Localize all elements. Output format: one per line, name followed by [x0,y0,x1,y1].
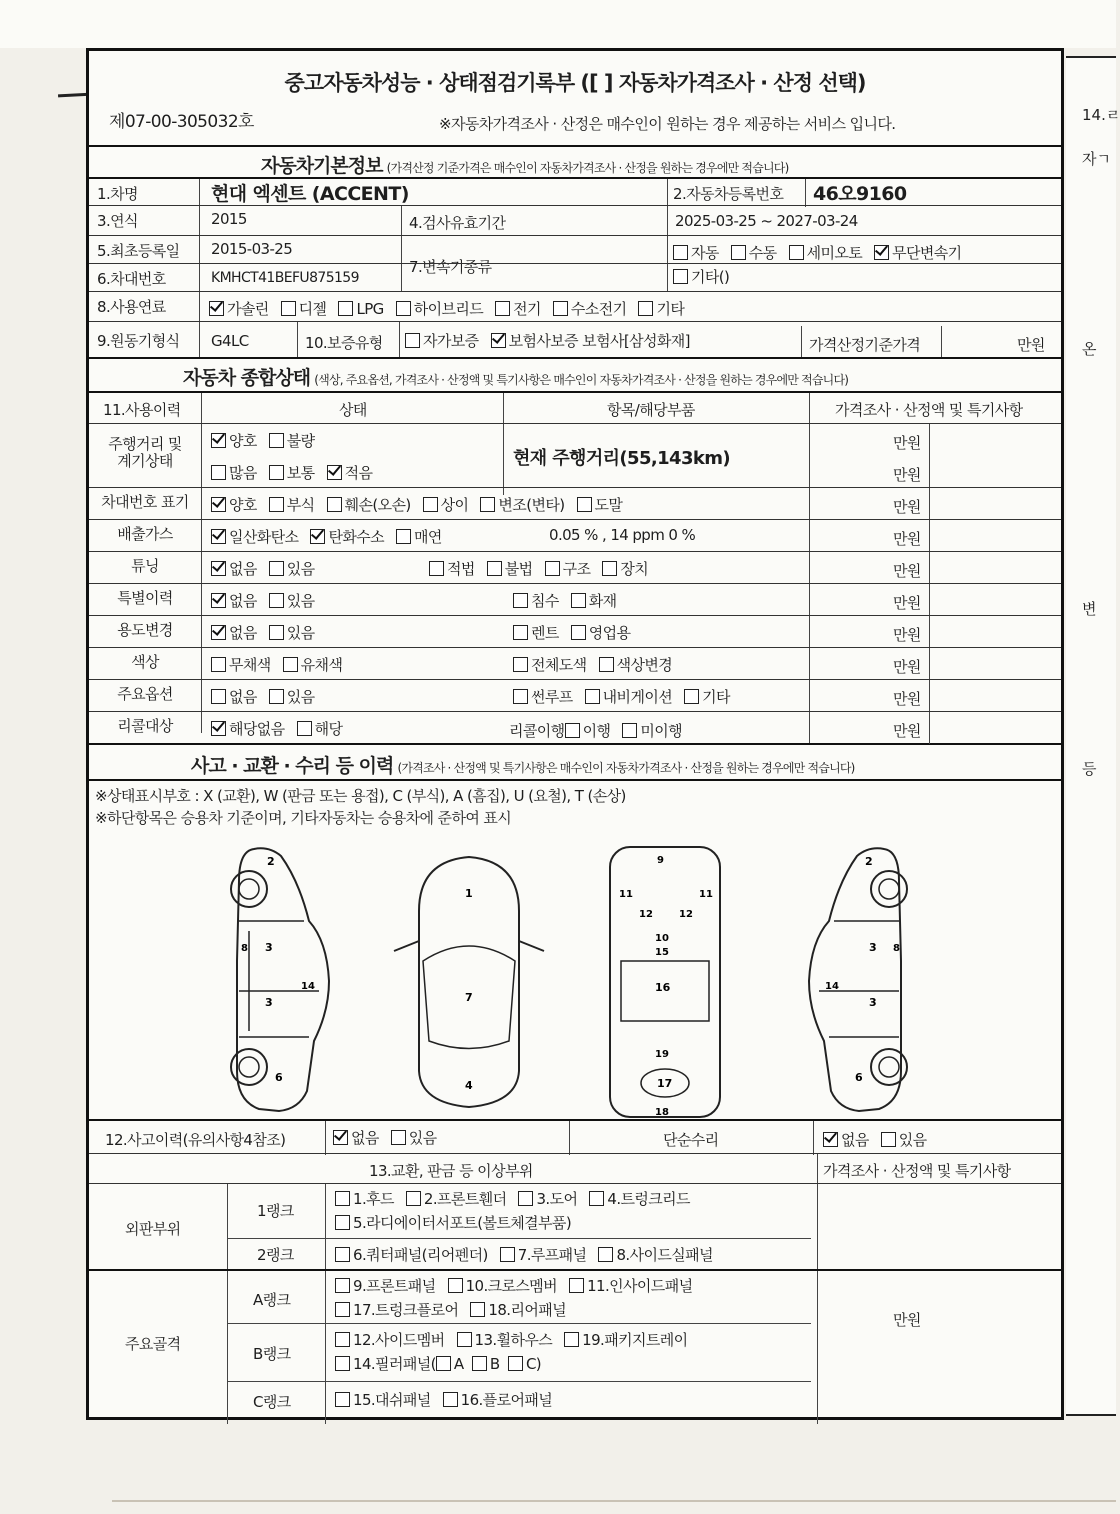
base-price-unit: 만원 [1017,336,1045,354]
checkbox-r8b[interactable] [269,689,284,704]
part-6-label: 6.쿼터패널(리어펜더) [353,1246,488,1264]
r3a-label: 일산화탄소 [229,528,299,546]
checkbox-fuel-etc[interactable] [638,301,653,316]
parts-heading-row [89,1153,1061,1183]
r4e-label: 구조 [562,560,591,578]
checkbox-r3b[interactable] [310,529,325,544]
r6d-label: 영업용 [588,624,631,642]
part-15-label: 15.대쉬패널 [353,1391,431,1409]
status-row-r5 [89,583,1061,615]
reg-number-value: 46오9160 [813,183,907,205]
checkbox-r1c[interactable] [211,465,226,480]
accident-yes-label: 있음 [408,1129,437,1147]
fuel-lpg-label: LPG [356,300,384,318]
first-reg-value: 2015-03-25 [211,240,293,258]
label-base-price: 가격산정기준가격 [809,336,921,354]
label-inspection-period: 4.검사유효기간 [409,214,506,232]
r2b-label: 부식 [286,496,315,514]
svg-text:11: 11 [619,889,633,900]
r3c-label: 매연 [414,528,442,546]
frame-rows [89,1269,1061,1423]
col-price-notes: 가격조사 · 산정액 및 특기사항 [835,401,1023,419]
status-row-r1 [89,423,1061,487]
label-accident-history: 12.사고이력(유의사항4참조) [105,1131,286,1149]
checkbox-r2c[interactable] [327,497,342,512]
checkbox-r2e[interactable] [480,497,495,512]
svg-text:3: 3 [265,941,273,954]
fuel-diesel-label: 디젤 [298,300,327,318]
checkbox-part-8[interactable] [598,1247,613,1262]
r6a-label: 없음 [229,624,257,642]
r2c-label: 훼손(오손) [344,496,411,514]
part-7-label: 7.루프패널 [517,1246,587,1264]
checkbox-warranty-insurance[interactable] [491,333,506,348]
r7d-label: 색상변경 [616,656,673,674]
checkbox-r6a[interactable] [211,625,226,640]
basic-row-firstreg [89,235,1061,276]
label-parts-price: 가격조사 · 산정액 및 특기사항 [823,1162,1011,1180]
simple-none-label: 없음 [841,1131,869,1149]
svg-text:16: 16 [655,981,671,994]
parts-price-unit: 만원 [893,1311,921,1329]
label-simple-repair: 단순수리 [663,1131,719,1149]
checkbox-part-17[interactable] [335,1302,350,1317]
checkbox-r1b[interactable] [269,433,284,448]
next-page-edge [1066,56,1120,1416]
svg-text:1: 1 [465,887,473,900]
r4a-label: 없음 [229,560,257,578]
r1e-label: 적음 [344,464,373,482]
car-top-diagram [389,841,549,1121]
outer-panel-rows [89,1183,1061,1269]
trans-cvt-label: 무단변속기 [892,244,962,262]
price-unit: 만원 [893,594,921,612]
status-label-r8: 주요옵션 [117,685,173,703]
checkbox-fuel-hydrogen[interactable] [553,301,568,316]
inspection-period-value: 2025-03-25 ~ 2027-03-24 [675,212,858,230]
engine-value: G4LC [211,332,249,350]
checkbox-r4d[interactable] [487,561,502,576]
part-8-label: 8.사이드실패널 [616,1246,713,1264]
col-usage-history: 11.사용이력 [103,401,181,419]
basic-info-heading-row [89,145,1061,177]
r9e-label: 미이행 [640,722,683,740]
r4b-label: 있음 [286,560,315,578]
price-unit: 만원 [893,466,921,484]
col-items: 항목/해당부품 [607,401,695,419]
car-frame-diagram [605,841,725,1123]
label-outer-panel: 외판부위 [125,1220,181,1238]
checkbox-r2f[interactable] [577,497,592,512]
price-unit: 만원 [893,658,921,676]
price-unit: 만원 [893,626,921,644]
r8e-label: 기타 [702,688,730,706]
checkbox-r5d[interactable] [571,593,586,608]
checkbox-r8c[interactable] [513,689,528,704]
checkbox-part-11[interactable] [569,1278,584,1293]
r2d-label: 상이 [440,496,469,514]
svg-text:17: 17 [657,1077,673,1090]
next-page-text: 온 [1082,340,1097,358]
bottom-edge [112,1500,1116,1502]
svg-text:8: 8 [241,943,248,954]
r9b-label: 해당 [314,720,343,738]
price-unit: 만원 [893,722,921,740]
car-name-value: 현대 엑센트 (ACCENT) [211,183,409,205]
svg-text:14: 14 [301,981,315,992]
label-first-reg: 5.최초등록일 [97,242,180,260]
status-value-r3v: 0.05 % , 14 ppm 0 % [549,526,696,544]
checkbox-part-12[interactable] [335,1332,350,1347]
car-left-side-diagram [219,841,349,1121]
basic-row-year [89,205,1061,235]
checkbox-part-9[interactable] [335,1278,350,1293]
accident-heading-row [89,743,1061,779]
label-parts: 13.교환, 판금 등 이상부위 [369,1162,533,1180]
r4f-label: 장치 [620,560,649,578]
checkbox-part-14c[interactable] [508,1356,523,1371]
r6b-label: 있음 [286,624,315,642]
checkbox-r1e[interactable] [327,465,342,480]
car-right-side-diagram [789,841,919,1121]
checkbox-part-13[interactable] [457,1332,472,1347]
r8b-label: 있음 [286,688,315,706]
col-state: 상태 [339,401,367,419]
checkbox-part-10[interactable] [448,1278,463,1293]
part-14a-label: A [453,1355,464,1373]
checkbox-trans-semi[interactable] [789,245,804,260]
checkbox-r5b[interactable] [269,593,284,608]
r8d-label: 내비게이션 [602,688,673,706]
checkbox-part-4[interactable] [589,1191,604,1206]
status-row-r9 [89,711,1061,743]
part-12-label: 12.사이드멤버 [353,1331,445,1349]
checkbox-r7a[interactable] [211,657,226,672]
checkbox-fuel-lpg[interactable] [338,301,353,316]
r1d-label: 보통 [286,464,315,482]
checkbox-part-3[interactable] [518,1191,533,1206]
part-5-label: 5.라디에이터서포트(볼트체결부품) [353,1214,572,1232]
label-reg-number: 2.자동차등록번호 [673,185,784,203]
r9a-label: 해당없음 [229,720,285,738]
checkbox-r9d[interactable] [565,723,580,738]
warranty-self-label: 자가보증 [423,332,479,350]
checkbox-warranty-self[interactable] [405,333,420,348]
svg-text:8: 8 [893,943,900,954]
label-fuel: 8.사용연료 [97,298,166,316]
status-label-r1: 주행거리 및 계기상태 [108,435,182,470]
checkbox-simple-yes[interactable] [881,1132,896,1147]
checkbox-r4b[interactable] [269,561,284,576]
price-unit: 만원 [893,530,921,548]
part-3-label: 3.도어 [536,1190,578,1208]
price-unit: 만원 [893,690,921,708]
next-page-text: 변 [1082,600,1097,618]
r6c-label: 렌트 [531,624,559,642]
price-unit: 만원 [893,498,921,516]
r1a-label: 양호 [229,432,257,450]
checkbox-r4c[interactable] [429,561,444,576]
checkbox-part-19[interactable] [564,1332,579,1347]
svg-text:6: 6 [275,1071,283,1084]
status-label-r9: 리콜대상 [117,717,173,735]
service-note: ※자동차가격조사 · 산정은 매수인이 원하는 경우 제공하는 서비스 입니다. [439,115,896,133]
checkbox-accident-yes[interactable] [391,1130,406,1145]
checkbox-fuel-gasoline[interactable] [209,301,224,316]
checkbox-r1a[interactable] [211,433,226,448]
label-rankC: C랭크 [253,1393,291,1411]
basic-row-fuel [89,291,1061,321]
part-19-label: 19.패키지트레이 [582,1331,688,1349]
part-9-label: 9.프론트패널 [353,1277,436,1295]
basic-row-engine [89,321,1061,357]
r7b-label: 유채색 [300,656,343,674]
label-main-frame: 주요골격 [125,1335,181,1353]
status-row-r4 [89,551,1061,583]
checkbox-r7b[interactable] [283,657,298,672]
status-row-r7 [89,647,1061,679]
background-strip [0,0,1116,48]
part-13-label: 13.휠하우스 [474,1331,553,1349]
label-vin: 6.차대번호 [97,270,166,288]
checkbox-r4e[interactable] [545,561,560,576]
part-4-label: 4.트렁크리드 [607,1190,690,1208]
basic-row-vin [89,263,1061,291]
next-page-text: 등 [1082,760,1097,778]
r1c-label: 많음 [229,464,257,482]
checkbox-r9a[interactable] [211,721,226,736]
r5d-label: 화재 [588,592,617,610]
label-year: 3.연식 [97,212,138,230]
checkbox-r4a[interactable] [211,561,226,576]
price-unit: 만원 [893,434,921,452]
next-page-text: 자ㄱ [1082,150,1111,168]
r1b-label: 불량 [286,432,315,450]
accident-heading: 사고 · 교환 · 수리 등 이력 [191,755,394,777]
r2f-label: 도말 [594,496,623,514]
part-1-label: 1.후드 [353,1190,394,1208]
checkbox-r3a[interactable] [211,529,226,544]
checkbox-r2d[interactable] [423,497,438,512]
checkbox-r1d[interactable] [269,465,284,480]
checkbox-r6c[interactable] [513,625,528,640]
checkbox-part-16[interactable] [443,1392,458,1407]
part-16-label: 16.플로어패널 [460,1391,553,1409]
checkbox-r8e[interactable] [684,689,699,704]
checkbox-trans-manual[interactable] [731,245,746,260]
svg-text:12: 12 [639,909,653,920]
svg-text:3: 3 [869,996,877,1009]
r8a-label: 없음 [229,688,257,706]
fuel-gasoline-label: 가솔린 [227,300,269,318]
checkbox-trans-cvt[interactable] [874,245,889,260]
svg-text:14: 14 [825,981,839,992]
checkbox-fuel-diesel[interactable] [281,301,296,316]
checkbox-r7c[interactable] [513,657,528,672]
svg-text:10: 10 [655,933,669,944]
status-value-r1v: 현재 주행거리(55,143km) [513,448,731,469]
part-11-label: 11.인사이드패널 [587,1277,693,1295]
checkbox-r2a[interactable] [211,497,226,512]
fuel-electric-label: 전기 [513,300,541,318]
r8c-label: 썬루프 [531,688,573,706]
r4c-label: 적법 [447,560,475,578]
checkbox-part-5[interactable] [335,1215,350,1230]
part-2-label: 2.프론트휀더 [423,1190,507,1208]
legend-line-2: ※하단항목은 승용차 기준이며, 기타자동차는 승용차에 준하여 표시 [95,809,512,827]
svg-text:2: 2 [865,855,873,868]
doc-number: 제07-00-305032호 [109,112,254,132]
page-title: 중고자동차성능 · 상태점검기록부 ([ ] 자동차가격조사 · 산정 선택) [284,71,866,95]
accident-history-row [89,1119,1061,1153]
status-heading-row [89,357,1061,391]
part-17-label: 17.트렁크플로어 [353,1301,459,1319]
fuel-etc-label: 기타 [656,300,685,318]
status-label-r3: 배출가스 [117,525,173,543]
label-rankB: B랭크 [253,1345,291,1363]
checkbox-r5c[interactable] [513,593,528,608]
label-engine: 9.원동기형식 [97,332,180,350]
status-label-r5: 특별이력 [117,589,173,607]
checkbox-part-1[interactable] [335,1191,350,1206]
checkbox-trans-auto[interactable] [673,245,688,260]
checkbox-part-2[interactable] [406,1191,421,1206]
svg-text:6: 6 [855,1071,863,1084]
checkbox-r6b[interactable] [269,625,284,640]
r7c-label: 전체도색 [531,656,587,674]
svg-text:2: 2 [267,855,275,868]
checkbox-r9b[interactable] [297,721,312,736]
diagram-area [89,779,1061,1119]
svg-text:3: 3 [265,996,273,1009]
inspection-record-sheet [86,48,1064,1420]
label-car-name: 1.차명 [97,185,138,203]
fuel-hybrid-label: 하이브리드 [413,300,484,318]
r5c-label: 침수 [531,592,559,610]
checkbox-r5a[interactable] [211,593,226,608]
checkbox-r9e[interactable] [622,723,637,738]
checkbox-part-6[interactable] [335,1247,350,1262]
checkbox-r2b[interactable] [269,497,284,512]
checkbox-part-14[interactable] [335,1356,350,1371]
r2a-label: 양호 [229,496,257,514]
r2e-label: 변조(변타) [498,496,565,514]
part-18-label: 18.리어패널 [488,1301,567,1319]
checkbox-r8d[interactable] [585,689,600,704]
status-heading: 자동차 종합상태 [183,367,311,389]
status-label-r2: 차대번호 표기 [101,493,189,511]
checkbox-fuel-electric[interactable] [495,301,510,316]
checkbox-accident-none[interactable] [333,1130,348,1145]
part-14c-label: C) [525,1355,542,1373]
part-14b-label: B [489,1355,500,1373]
simple-yes-label: 있음 [898,1131,927,1149]
svg-text:15: 15 [655,947,669,958]
r3b-label: 탄화수소 [328,528,385,546]
svg-text:7: 7 [465,991,473,1004]
basic-info-heading: 자동차기본정보 [261,155,383,177]
status-label-r4: 튜닝 [131,557,159,575]
accident-note: (가격조사 · 산정액 및 특기사항은 매수인이 자동차가격조사 · 산정을 원하는 경우에만 적습니다) [397,761,855,775]
svg-text:11: 11 [699,889,713,900]
status-note: (색상, 주요옵션, 가격조사 · 산정액 및 특기사항은 매수인이 자동차가격조사 · 산정을 원하는 경우에만 적습니다) [314,373,849,387]
r9d-label: 이행 [582,722,611,740]
checkbox-part-18[interactable] [470,1302,485,1317]
status-row-r2 [89,487,1061,519]
year-value: 2015 [211,210,247,228]
status-row-r3 [89,519,1061,551]
vin-value: KMHCT41BEFU875159 [211,270,359,286]
svg-text:19: 19 [655,1049,669,1060]
trans-etc-label: 기타() [691,268,730,286]
r5a-label: 없음 [229,592,257,610]
part-10-label: 10.크로스멤버 [465,1277,558,1295]
svg-text:18: 18 [655,1107,669,1118]
label-transmission: 7.변속기종류 [409,258,492,276]
checkbox-fuel-hybrid[interactable] [396,301,411,316]
r5b-label: 있음 [286,592,315,610]
accident-none-label: 없음 [351,1129,379,1147]
svg-text:4: 4 [465,1079,473,1092]
checkbox-part-14b[interactable] [472,1356,487,1371]
trans-auto-label: 자동 [691,244,719,262]
status-row-r8 [89,679,1061,711]
checkbox-r6d[interactable] [571,625,586,640]
status-label-r6: 용도변경 [117,621,173,639]
checkbox-part-7[interactable] [500,1247,515,1262]
checkbox-r4f[interactable] [602,561,617,576]
checkbox-r3c[interactable] [396,529,411,544]
checkbox-part-15[interactable] [335,1392,350,1407]
basic-info-note: (가격산정 기준가격은 매수인이 자동차가격조사 · 산정을 원하는 경우에만 적습니다) [386,161,789,175]
checkbox-r7d[interactable] [599,657,614,672]
svg-text:12: 12 [679,909,693,920]
status-columns [89,391,1061,423]
warranty-insurance-label: 보험사보증 보험사[삼성화재] [508,332,690,350]
price-unit: 만원 [893,562,921,580]
part-14-label: 14.필러패널( [353,1355,436,1373]
label-rank1: 1랭크 [257,1202,294,1220]
next-page-text: 14.ㄹ [1082,106,1120,124]
r4d-label: 불법 [504,560,533,578]
label-rank2: 2랭크 [257,1246,294,1264]
checkbox-simple-none[interactable] [823,1132,838,1147]
trans-manual-label: 수동 [748,244,777,262]
svg-text:9: 9 [657,855,664,866]
checkbox-trans-etc[interactable] [673,269,688,284]
recall-done-label: 리콜이행 [509,722,565,740]
r7a-label: 무채색 [229,656,271,674]
status-row-r6 [89,615,1061,647]
label-warranty: 10.보증유형 [305,334,383,352]
basic-row-name [89,177,1061,205]
legend-line-1: ※상태표시부호 : X (교환), W (판금 또는 용접), C (부식), A (흠집), U (요철), T (손상) [95,787,626,805]
checkbox-part-14a[interactable] [436,1356,451,1371]
status-label-r7: 색상 [131,653,159,671]
checkbox-r8a[interactable] [211,689,226,704]
fuel-hydrogen-label: 수소전기 [570,300,627,318]
svg-text:3: 3 [869,941,877,954]
trans-semi-label: 세미오토 [806,244,863,262]
label-rankA: A랭크 [253,1291,291,1309]
